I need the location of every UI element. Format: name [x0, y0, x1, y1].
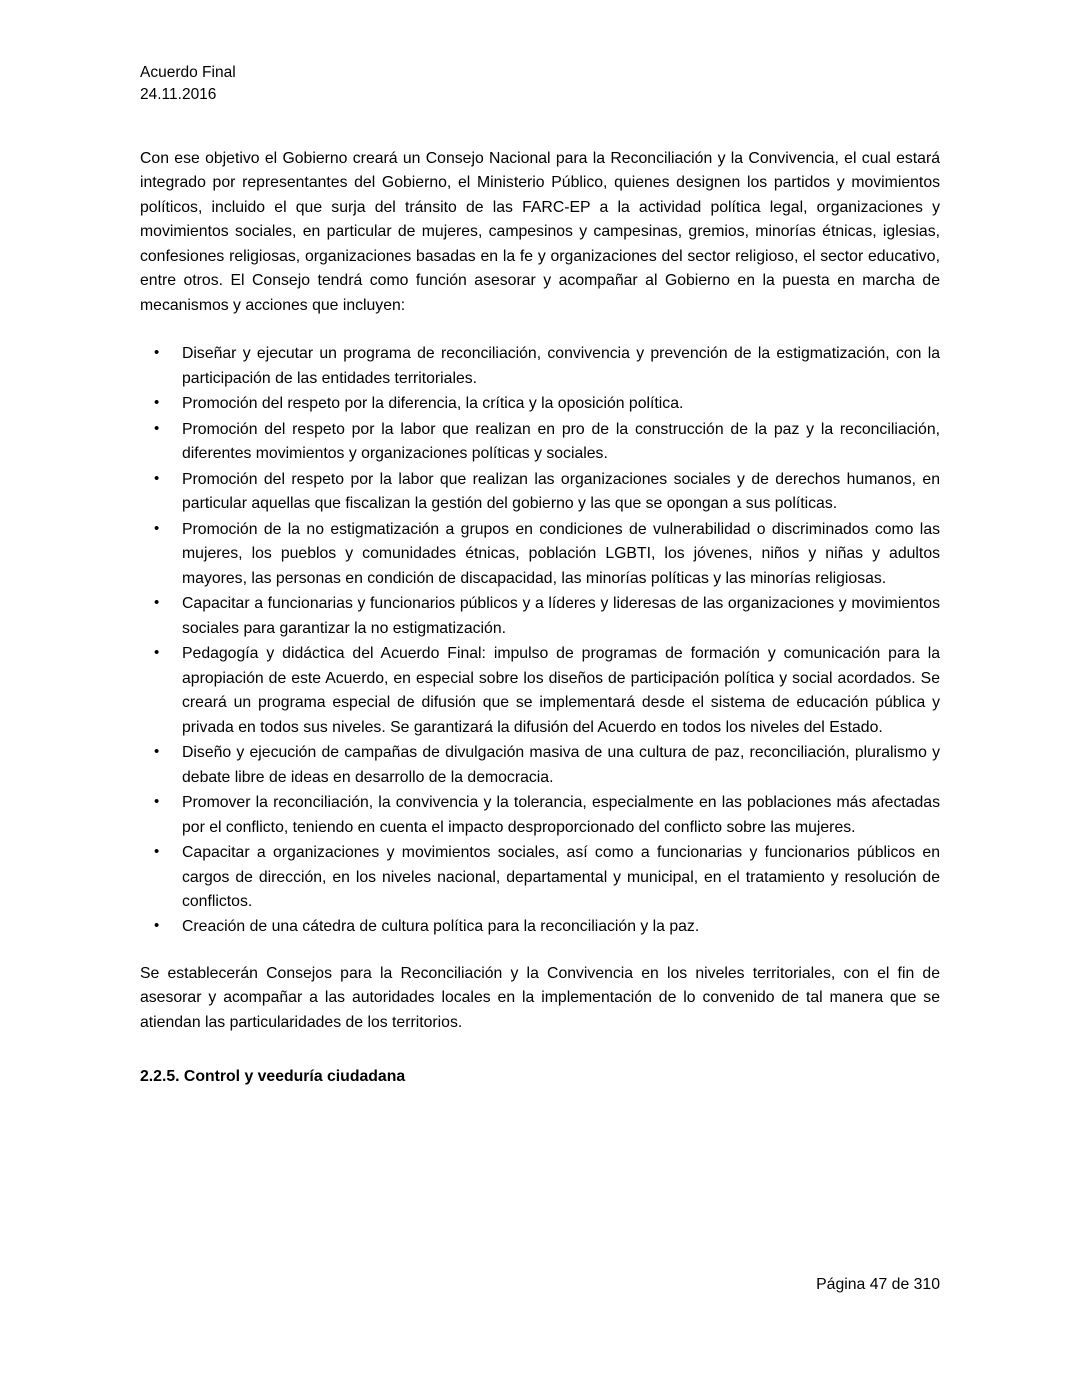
- page-number: Página 47 de 310: [816, 1276, 940, 1293]
- list-item-text: Capacitar a funcionarias y funcionarios públicos y a líderes y lideresas de las organizaciones y movimientos sociales para garantizar la no estigmatización.: [182, 595, 940, 637]
- bullet-icon: •: [154, 519, 160, 537]
- bullet-icon: •: [154, 793, 160, 811]
- list-item-text: Diseñar y ejecutar un programa de reconciliación, convivencia y prevención de la estigmatización, con la participación de las entidades territoriales.: [182, 345, 940, 387]
- functions-bullet-list: [140, 342, 940, 940]
- list-item-text: Pedagogía y didáctica del Acuerdo Final: impulso de programas de formación y comunicación para la apropiación de este Acuerdo, en especial sobre los diseños de participación política y social acordados. Se creará un programa especial de difusión que se implementará desde el sistema de educación pública y privada en todos sus niveles. Se garantizará la difusión del Acuerdo en todos los niveles del Estado.: [182, 645, 940, 736]
- page-header: [140, 62, 940, 107]
- list-item-text: Promoción del respeto por la labor que realizan en pro de la construcción de la paz y la reconciliación, diferentes movimientos y organizaciones políticas y sociales.: [182, 420, 940, 463]
- list-item: [140, 592, 940, 641]
- closing-paragraph: Se establecerán Consejos para la Reconciliación y la Convivencia en los niveles territoriales, con el fin de asesorar y acompañar a las autoridades locales en la implementación de lo convenido de tal manera que se atiendan las particularidades de los territorios.: [140, 964, 940, 1031]
- list-item-text: Creación de una cátedra de cultura política para la reconciliación y la paz.: [182, 918, 700, 936]
- list-item: [140, 342, 940, 391]
- document-date: 24.11.2016: [140, 86, 217, 104]
- bullet-icon: •: [154, 594, 160, 612]
- list-item-text: Diseño y ejecución de campañas de divulgación masiva de una cultura de paz, reconciliación, pluralismo y debate libre de ideas en desarrollo de la democracia.: [182, 744, 940, 786]
- bullet-icon: •: [154, 917, 160, 935]
- bullet-icon: •: [154, 394, 160, 412]
- list-item: [140, 392, 940, 416]
- list-item-text: Capacitar a organizaciones y movimientos sociales, así como a funcionarias y funcionarios públicos en cargos de dirección, en los niveles nacional, departamental y municipal, en el tratamiento y resolución de conflictos.: [182, 844, 940, 910]
- list-item: [140, 468, 940, 517]
- bullet-icon: •: [154, 644, 160, 662]
- bullet-icon: •: [154, 843, 160, 861]
- bullet-icon: •: [154, 344, 160, 362]
- bullet-icon: •: [154, 419, 160, 437]
- list-item: [140, 741, 940, 790]
- list-item: [140, 642, 940, 740]
- list-item: [140, 518, 940, 591]
- document-title: Acuerdo Final: [140, 64, 236, 81]
- bullet-icon: •: [154, 469, 160, 487]
- list-item: [140, 791, 940, 840]
- list-item-text: Promoción del respeto por la labor que realizan las organizaciones sociales y de derechos humanos, en particular aquellas que fiscalizan la gestión del gobierno y las que se opongan a sus políticas.: [182, 470, 940, 513]
- bullet-icon: •: [154, 743, 160, 761]
- list-item-text: Promoción del respeto por la diferencia, la crítica y la oposición política.: [182, 395, 684, 413]
- list-item: [140, 418, 940, 467]
- list-item: [140, 841, 940, 914]
- section-heading: 2.2.5. Control y veeduría ciudadana: [140, 1068, 406, 1086]
- intro-paragraph: Con ese objetivo el Gobierno creará un Consejo Nacional para la Reconciliación y la Convivencia, el cual estará integrado por representantes del Gobierno, el Ministerio Público, quienes designen los partidos y movimientos políticos, incluido el que surja del tránsito de las FARC-EP a la actividad política legal, organizaciones y movimientos sociales, en particular de mujeres, campesinos y campesinas, gremios, minorías étnicas, iglesias, confesiones religiosas, organizaciones basadas en la fe y organizaciones del sector religioso, el sector educativo, entre otros. El Consejo tendrá como función asesorar y acompañar al Gobierno en la puesta en marcha de mecanismos y acciones que incluyen:: [140, 149, 940, 314]
- list-item-text: Promoción de la no estigmatización a grupos en condiciones de vulnerabilidad o discriminados como las mujeres, los pueblos y comunidades étnicas, población LGBTI, los jóvenes, niños y niñas y adultos mayores, las personas en condición de discapacidad, las minorías políticas y las minorías religiosas.: [182, 520, 940, 587]
- page-footer: [140, 1276, 940, 1294]
- list-item-text: Promover la reconciliación, la convivencia y la tolerancia, especialmente en las poblaciones más afectadas por el conflicto, teniendo en cuenta el impacto desproporcionado del conflicto sobre las mujeres.: [182, 794, 940, 836]
- list-item: [140, 915, 940, 939]
